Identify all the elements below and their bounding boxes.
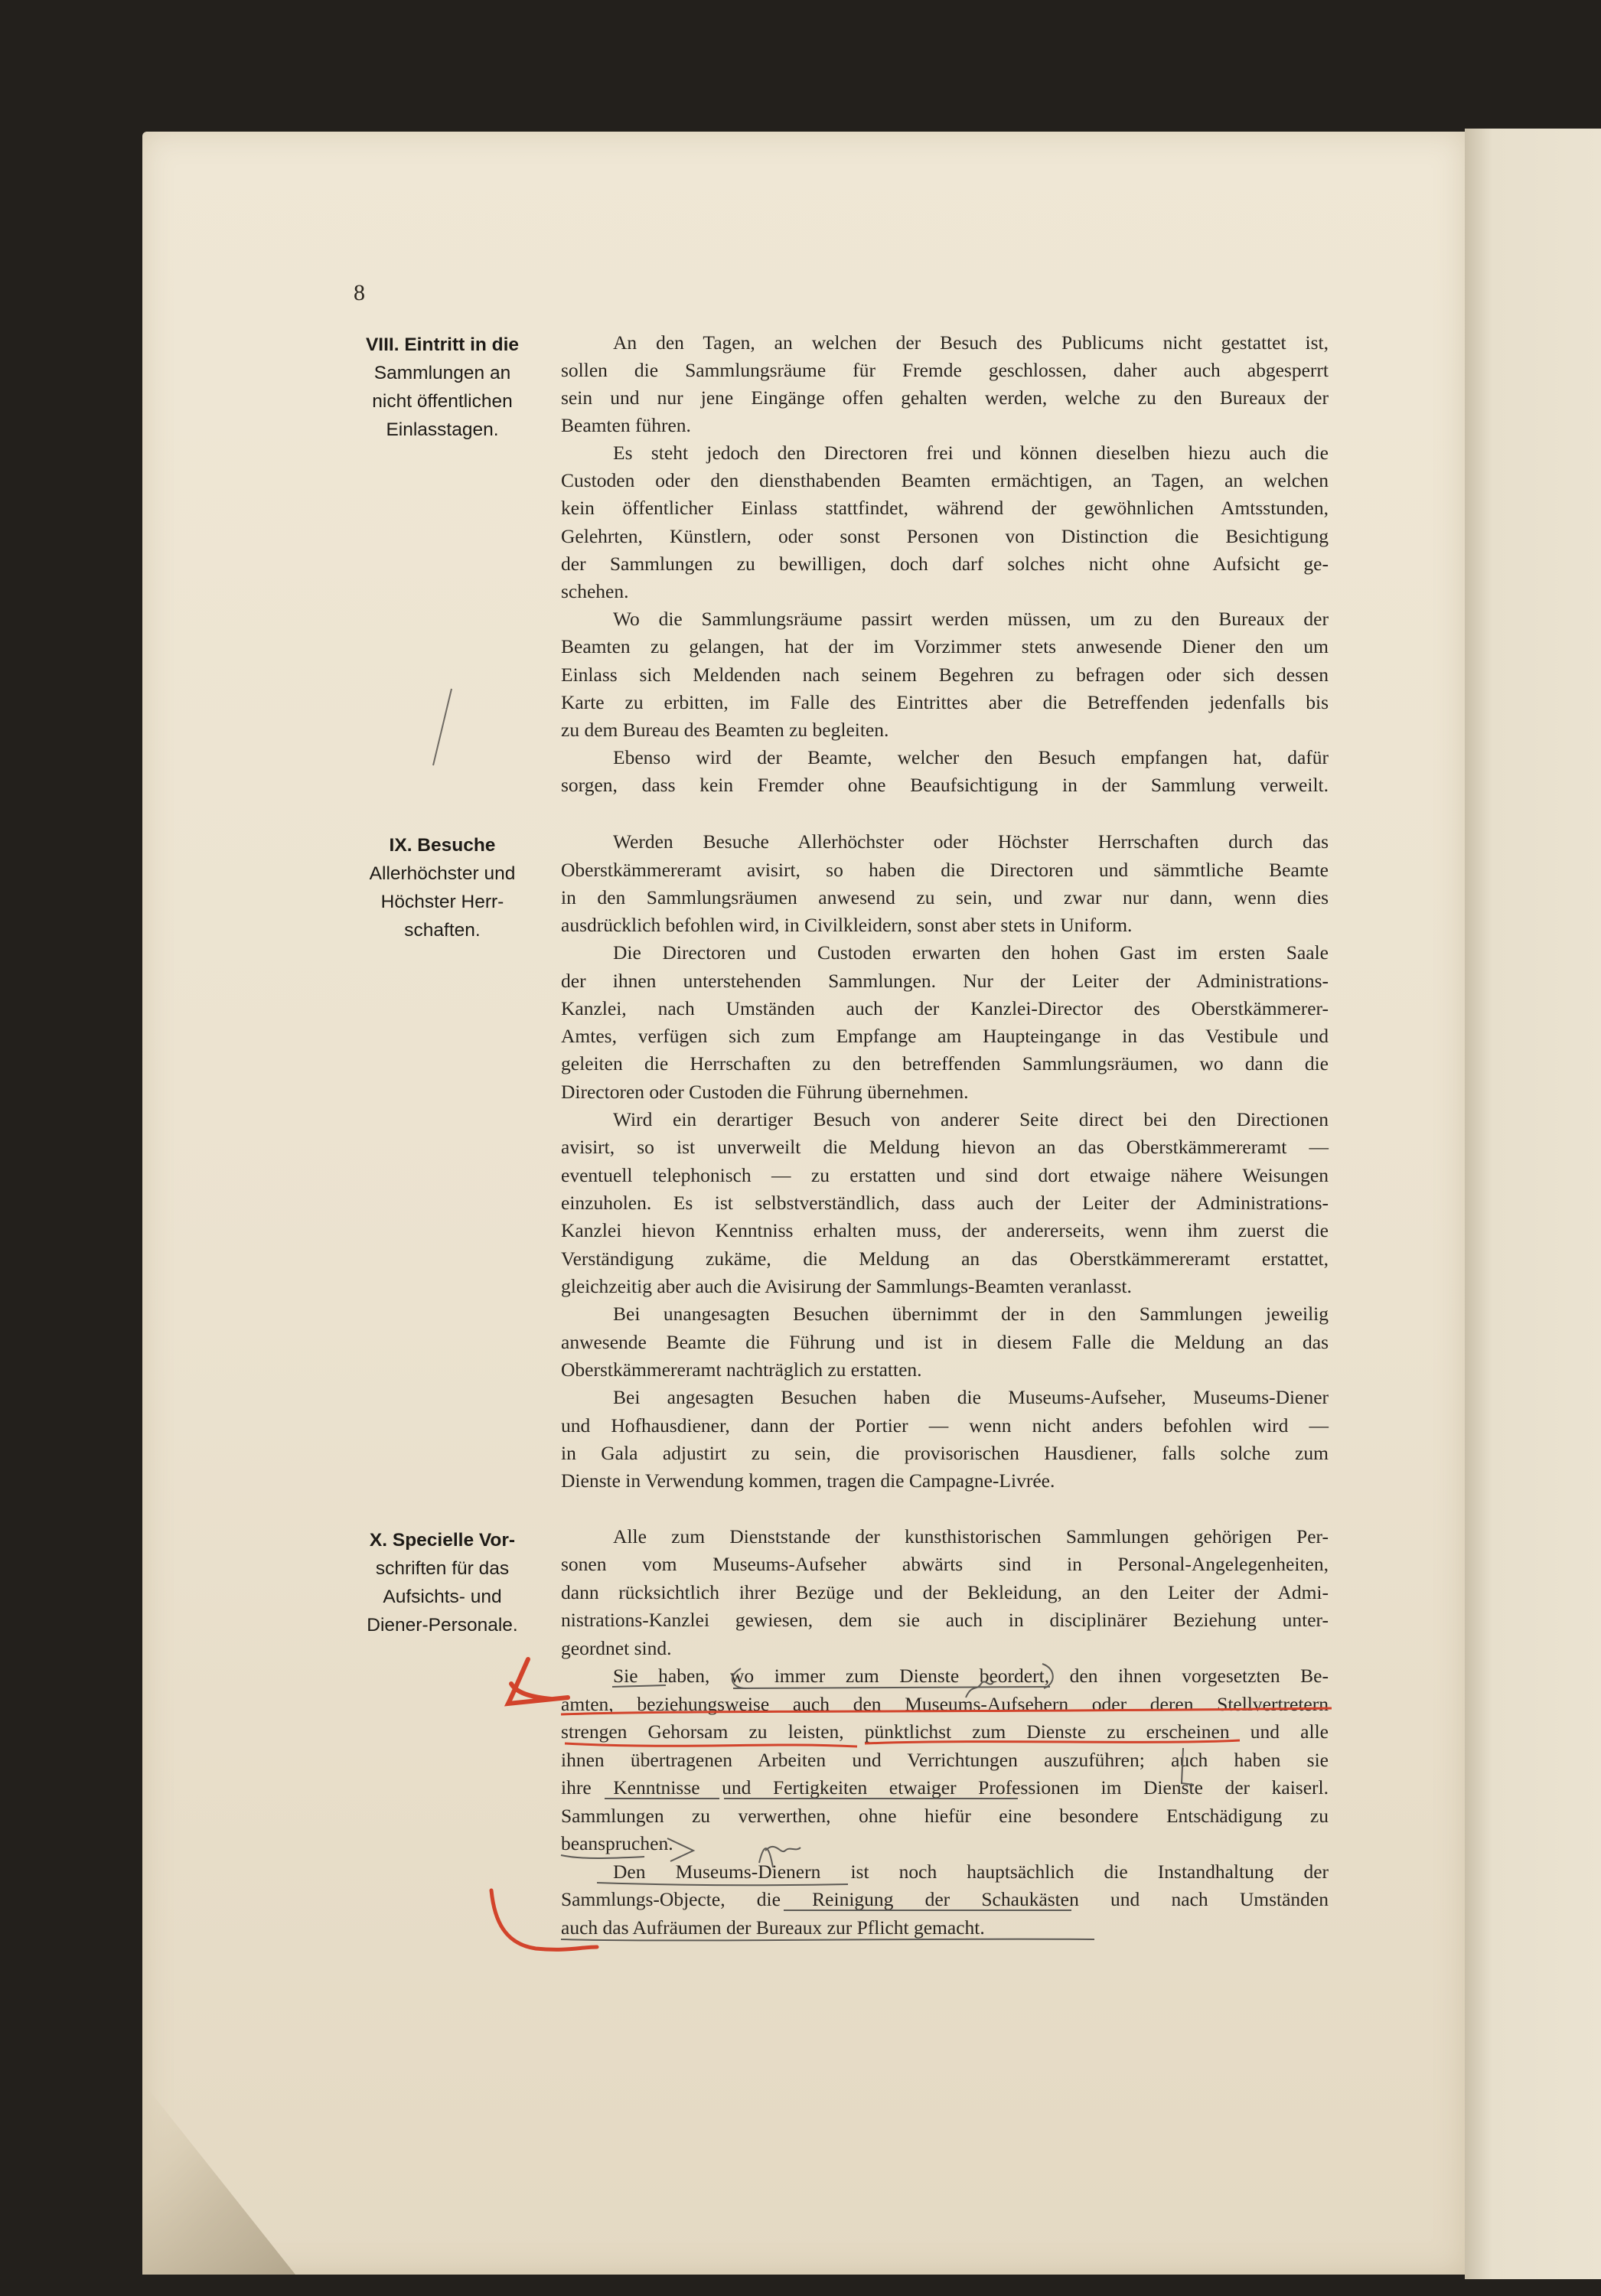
text-line: geordnet sind.: [561, 1637, 672, 1659]
text-line: Karte zu erbitten, im Falle des Eintrittes aber die Betreffenden jedenfalls bis: [561, 691, 1329, 713]
text-line: nistrations-Kanzlei gewiesen, dem sie auch in disciplinärer Beziehung unter-: [561, 1609, 1329, 1631]
text-line: Amtes, verfügen sich zum Empfange am Haupteingange in das Vestibule und: [561, 1025, 1329, 1047]
text-line: strengen Gehorsam zu leisten, pünktlichst zum Dienste zu erscheinen und alle: [561, 1720, 1329, 1743]
text-line: Den Museums-Dienern ist noch hauptsächlich die Instandhaltung der: [613, 1861, 1329, 1883]
text-line: Gelehrten, Künstlern, oder sonst Personen von Distinction die Besichtigung: [561, 525, 1329, 547]
text-line: avisirt, so ist unverweilt die Meldung hievon an das Oberstkämmereramt —: [561, 1136, 1329, 1158]
text-line: Einlass sich Meldenden nach seinem Begehren zu befragen oder sich dessen: [561, 664, 1329, 686]
text-line: Sie haben, wo immer zum Dienste beordert, den ihnen vorgesetzten Be-: [613, 1665, 1329, 1687]
text-line: und Hofhausdiener, dann der Portier — wenn nicht anders befohlen wird —: [561, 1414, 1329, 1437]
text-line: geleiten die Herrschaften zu den betreffenden Sammlungsräumen, wo dann die: [561, 1052, 1329, 1075]
text-line: Sammlungen zu verwerthen, ohne hiefür eine besondere Entschädigung zu: [561, 1805, 1329, 1827]
text-line: Kanzlei hievon Kenntniss erhalten muss, der andererseits, wenn ihm zuerst die: [561, 1219, 1329, 1241]
text-line: Sammlungs-Objecte, die Reinigung der Schaukästen und nach Umständen: [561, 1888, 1329, 1910]
text-line: anwesende Beamte die Führung und ist in diesem Falle die Meldung an das: [561, 1331, 1329, 1353]
text-line: Ebenso wird der Beamte, welcher den Besuch empfangen hat, dafür: [613, 746, 1329, 768]
text-line: beanspruchen.: [561, 1832, 673, 1854]
text-line: An den Tagen, an welchen der Besuch des Publicums nicht gestattet ist,: [613, 331, 1329, 354]
text-line: Dienste in Verwendung kommen, tragen die Campagne-Livrée.: [561, 1469, 1055, 1492]
text-line: Oberstkämmereramt avisirt, so haben die Directoren und sämmtliche Beamte: [561, 859, 1329, 881]
text-line: der ihnen unterstehenden Sammlungen. Nur der Leiter der Administrations-: [561, 970, 1329, 992]
text-line: Wo die Sammlungsräume passirt werden müssen, um zu den Bureaux der: [613, 608, 1329, 630]
text-line: Bei unangesagten Besuchen übernimmt der in den Sammlungen jeweilig: [613, 1303, 1329, 1325]
text-line: Es steht jedoch den Directoren frei und können dieselben hiezu auch die: [613, 442, 1329, 464]
page-number: 8: [354, 280, 365, 305]
section-ix-heading: IX. Besuche Allerhöchster und Höchster Herr- schaften.: [369, 835, 516, 941]
text-line: Die Directoren und Custoden erwarten den hohen Gast im ersten Saale: [613, 941, 1329, 964]
text-line: Beamten zu gelangen, hat der im Vorzimmer stets anwesende Diener den um: [561, 635, 1329, 657]
text-line: auch das Aufräumen der Bureaux zur Pflicht gemacht.: [561, 1916, 985, 1939]
text-line: dann rücksichtlich ihrer Bezüge und der Bekleidung, an den Leiter der Admi-: [561, 1581, 1329, 1603]
text-line: in den Sammlungsräumen anwesend zu sein, und zwar nur dann, wenn dies: [561, 886, 1329, 908]
facing-page-edge: [1465, 129, 1601, 2279]
text-line: sorgen, dass kein Fremder ohne Beaufsichtigung in der Sammlung verweilt.: [561, 774, 1329, 796]
text-line: Verständigung zukäme, die Meldung an das Oberstkämmereramt erstattet,: [561, 1247, 1329, 1270]
text-line: Directoren oder Custoden die Führung übernehmen.: [561, 1081, 969, 1103]
text-line: Alle zum Dienststande der kunsthistorischen Sammlungen gehörigen Per-: [613, 1525, 1329, 1548]
text-line: in Gala adjustirt zu sein, die provisorischen Hausdiener, falls solche zum: [561, 1442, 1329, 1464]
text-line: Bei angesagten Besuchen haben die Museums-Aufseher, Museums-Diener: [613, 1386, 1329, 1408]
text-line: sein und nur jene Eingänge offen gehalten werden, welche zu den Bureaux der: [561, 386, 1329, 409]
text-line: Kanzlei, nach Umständen auch der Kanzlei-Director des Oberstkämmerer-: [561, 997, 1329, 1019]
text-line: Wird ein derartiger Besuch von anderer Seite direct bei den Directionen: [613, 1108, 1329, 1130]
text-line: Werden Besuche Allerhöchster oder Höchster Herrschaften durch das: [613, 830, 1329, 853]
text-line: eventuell telephonisch — zu erstatten und sind dort etwaige nähere Weisungen: [561, 1164, 1329, 1186]
text-line: der Sammlungen zu bewilligen, doch darf solches nicht ohne Aufsicht ge-: [561, 553, 1329, 575]
text-line: zu dem Bureau des Beamten zu begleiten.: [561, 719, 889, 741]
text-line: kein öffentlicher Einlass stattfindet, während der gewöhnlichen Amtsstunden,: [561, 497, 1329, 519]
text-line: amten, beziehungsweise auch den Museums-Aufsehern oder deren Stellvertretern: [561, 1693, 1329, 1715]
text-line: Beamten führen.: [561, 414, 691, 436]
text-line: ihnen übertragenen Arbeiten und Verrichtungen auszuführen; auch haben sie: [561, 1749, 1329, 1771]
text-line: sollen die Sammlungsräume für Fremde geschlossen, daher auch abgesperrt: [561, 359, 1329, 381]
section-x-heading: X. Specielle Vor- schriften für das Aufsichts- und Diener-Personale.: [367, 1530, 518, 1636]
text-line: sonen vom Museums-Aufseher abwärts sind in Personal-Angelegenheiten,: [561, 1553, 1329, 1575]
text-line: ihre Kenntnisse und Fertigkeiten etwaiger Professionen im Dienste der kaiserl.: [561, 1776, 1329, 1799]
text-line: Oberstkämmereramt nachträglich zu erstatten.: [561, 1358, 922, 1381]
text-line: schehen.: [561, 580, 629, 602]
text-line: Custoden oder den diensthabenden Beamten ermächtigen, an Tagen, an welchen: [561, 469, 1329, 491]
text-line: gleichzeitig aber auch die Avisirung der Sammlungs-Beamten veranlasst.: [561, 1275, 1132, 1297]
section-viii-heading: VIII. Eintritt in die Sammlungen an nicht öffentlichen Einlasstagen.: [365, 334, 520, 440]
text-line: einzuholen. Es ist selbstverständlich, dass auch der Leiter der Administrations-: [561, 1192, 1329, 1214]
text-line: ausdrücklich befohlen wird, in Civilkleidern, sonst aber stets in Uniform.: [561, 914, 1133, 936]
